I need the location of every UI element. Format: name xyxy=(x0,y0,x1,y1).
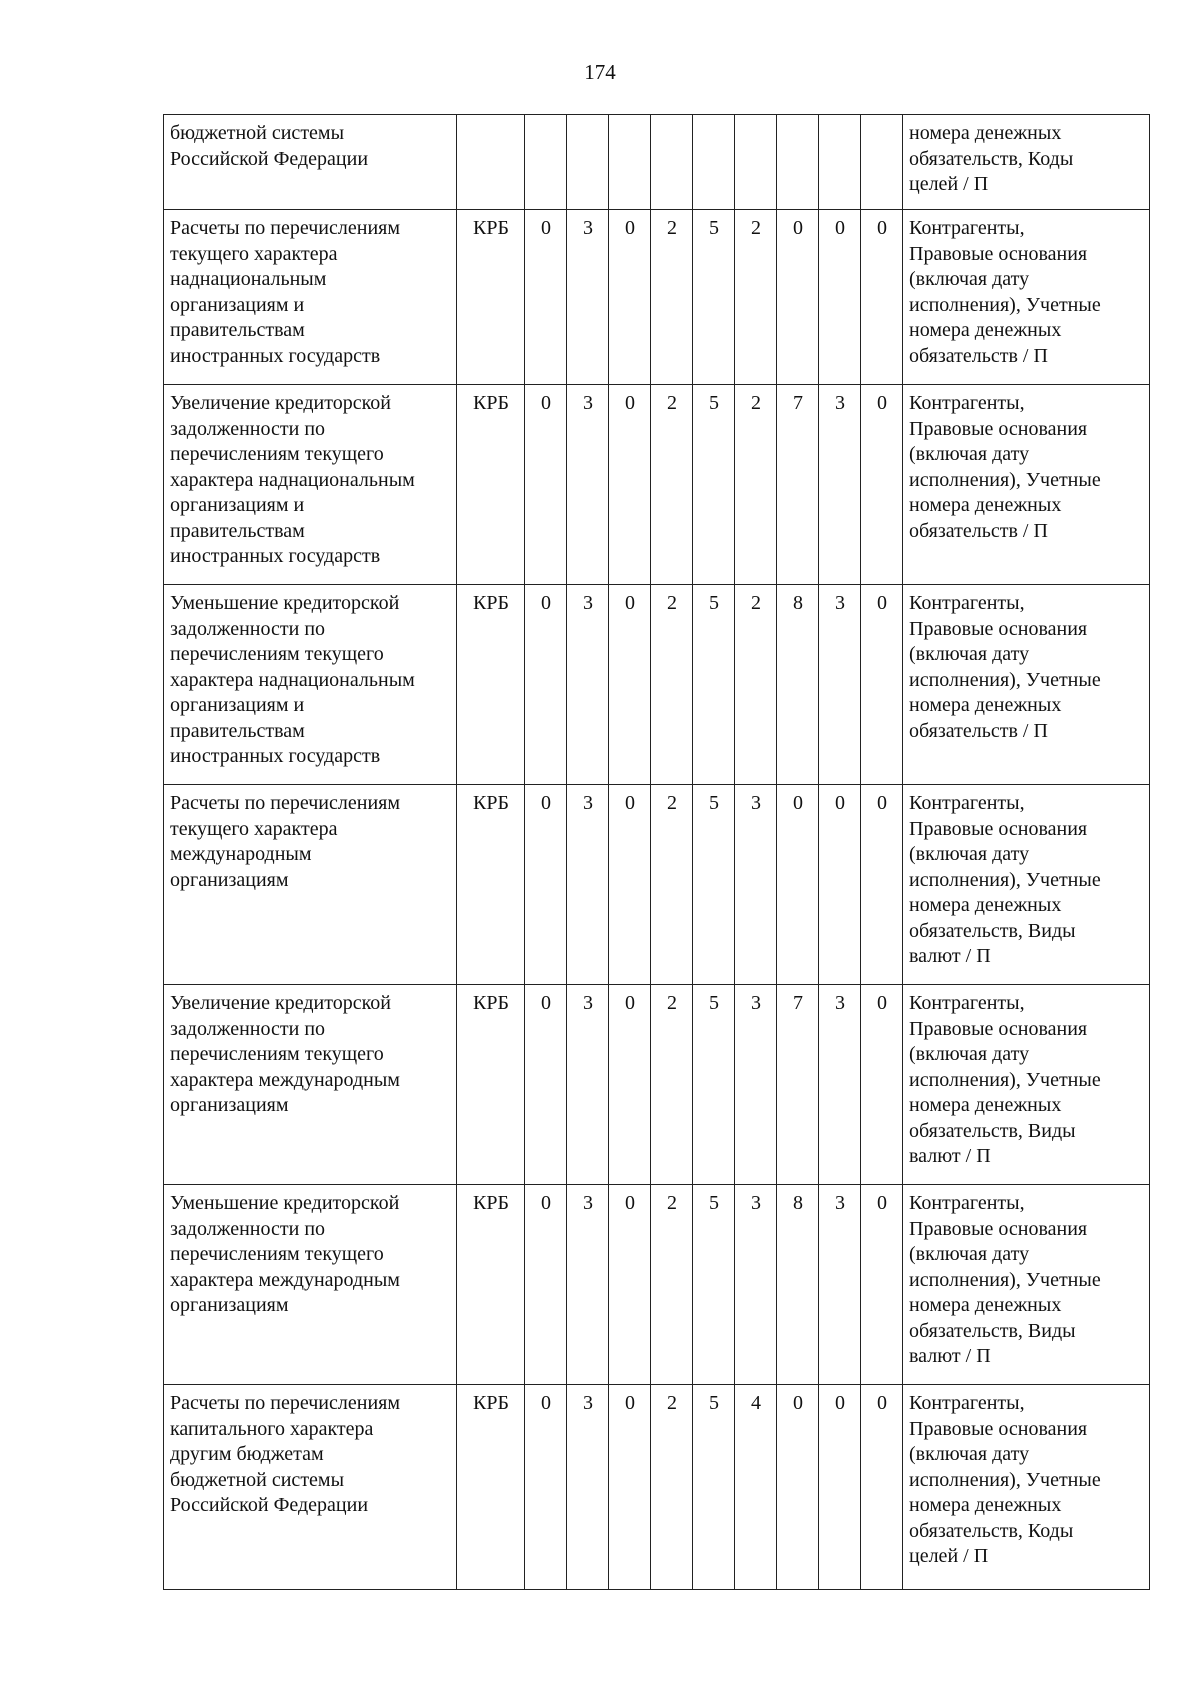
account-digit-cell: 0 xyxy=(525,785,567,985)
account-digit-cell xyxy=(819,115,861,210)
account-digit-cell: 0 xyxy=(525,1185,567,1385)
account-digit-cell: 0 xyxy=(525,385,567,585)
account-digit-cell: 0 xyxy=(525,585,567,785)
account-digit-cell: 3 xyxy=(735,1185,777,1385)
account-digit-cell xyxy=(525,115,567,210)
account-digit-cell: 0 xyxy=(525,210,567,385)
account-digit-cell xyxy=(861,115,903,210)
account-digit-cell: 2 xyxy=(651,385,693,585)
table-body xyxy=(164,115,1150,1590)
account-name-cell: Уменьшение кредиторской задолженности по перечислениям текущего характера международным организациям xyxy=(164,1185,457,1385)
account-digit-cell: 0 xyxy=(525,1385,567,1590)
account-digit-cell xyxy=(693,115,735,210)
account-digit-cell: 2 xyxy=(651,985,693,1185)
account-digit-cell: 0 xyxy=(525,985,567,1185)
account-digit-cell xyxy=(609,115,651,210)
account-digit-cell: 0 xyxy=(777,210,819,385)
analytics-cell: Контрагенты, Правовые основания (включая дату исполнения), Учетные номера денежных обязательств, Виды валют / П xyxy=(903,1185,1150,1385)
account-digit-cell: 3 xyxy=(567,1385,609,1590)
accounts-table xyxy=(163,114,1150,1590)
account-digit-cell: 3 xyxy=(819,985,861,1185)
account-digit-cell: 2 xyxy=(651,1185,693,1385)
account-digit-cell xyxy=(777,115,819,210)
analytics-cell: Контрагенты, Правовые основания (включая дату исполнения), Учетные номера денежных обязательств / П xyxy=(903,385,1150,585)
table-row xyxy=(164,985,1150,1185)
account-digit-cell: 0 xyxy=(861,210,903,385)
account-name-cell: Увеличение кредиторской задолженности по перечислениям текущего характера наднациональным организациям и правительствам иностранных государств xyxy=(164,385,457,585)
account-digit-cell: 2 xyxy=(735,210,777,385)
account-digit-cell: 4 xyxy=(735,1385,777,1590)
account-name-cell: Расчеты по перечислениям текущего характера международным организациям xyxy=(164,785,457,985)
account-digit-cell: 3 xyxy=(567,210,609,385)
table-row xyxy=(164,785,1150,985)
account-digit-cell xyxy=(567,115,609,210)
account-digit-cell: 5 xyxy=(693,985,735,1185)
analytics-cell: номера денежных обязательств, Коды целей / П xyxy=(903,115,1150,210)
account-digit-cell: 0 xyxy=(861,785,903,985)
account-digit-cell: 0 xyxy=(861,1385,903,1590)
account-digit-cell: 0 xyxy=(609,210,651,385)
account-name-cell: Расчеты по перечислениям текущего характера наднациональным организациям и правительствам иностранных государств xyxy=(164,210,457,385)
account-digit-cell: 2 xyxy=(651,785,693,985)
kfo-cell: КРБ xyxy=(457,385,525,585)
account-digit-cell: 3 xyxy=(735,985,777,1185)
account-digit-cell: 3 xyxy=(567,585,609,785)
kfo-cell xyxy=(457,115,525,210)
table-row xyxy=(164,585,1150,785)
account-digit-cell: 3 xyxy=(567,1185,609,1385)
account-digit-cell: 3 xyxy=(735,785,777,985)
account-digit-cell: 3 xyxy=(819,385,861,585)
account-digit-cell: 8 xyxy=(777,1185,819,1385)
kfo-cell: КРБ xyxy=(457,985,525,1185)
table-row xyxy=(164,210,1150,385)
table-row xyxy=(164,1185,1150,1385)
account-digit-cell: 0 xyxy=(777,1385,819,1590)
account-digit-cell: 3 xyxy=(567,985,609,1185)
account-digit-cell: 0 xyxy=(609,385,651,585)
account-digit-cell: 0 xyxy=(609,985,651,1185)
account-digit-cell: 0 xyxy=(819,785,861,985)
account-digit-cell: 5 xyxy=(693,210,735,385)
account-digit-cell: 0 xyxy=(861,1185,903,1385)
account-digit-cell: 0 xyxy=(861,985,903,1185)
account-digit-cell: 0 xyxy=(609,785,651,985)
account-digit-cell: 0 xyxy=(861,585,903,785)
analytics-cell: Контрагенты, Правовые основания (включая дату исполнения), Учетные номера денежных обязательств / П xyxy=(903,585,1150,785)
account-digit-cell: 0 xyxy=(819,210,861,385)
account-digit-cell: 2 xyxy=(651,585,693,785)
account-digit-cell: 2 xyxy=(651,1385,693,1590)
account-digit-cell xyxy=(651,115,693,210)
analytics-cell: Контрагенты, Правовые основания (включая дату исполнения), Учетные номера денежных обязательств, Виды валют / П xyxy=(903,785,1150,985)
analytics-cell: Контрагенты, Правовые основания (включая дату исполнения), Учетные номера денежных обязательств, Виды валют / П xyxy=(903,985,1150,1185)
account-digit-cell: 5 xyxy=(693,1185,735,1385)
page-number: 174 xyxy=(584,60,616,84)
account-digit-cell: 3 xyxy=(567,385,609,585)
account-digit-cell: 2 xyxy=(735,385,777,585)
table-row xyxy=(164,115,1150,210)
account-digit-cell: 7 xyxy=(777,985,819,1185)
table-row xyxy=(164,385,1150,585)
kfo-cell: КРБ xyxy=(457,210,525,385)
table-row xyxy=(164,1385,1150,1590)
analytics-cell: Контрагенты, Правовые основания (включая дату исполнения), Учетные номера денежных обязательств, Коды целей / П xyxy=(903,1385,1150,1590)
account-digit-cell: 0 xyxy=(777,785,819,985)
account-digit-cell: 5 xyxy=(693,585,735,785)
account-name-cell: Расчеты по перечислениям капитального характера другим бюджетам бюджетной системы Российской Федерации xyxy=(164,1385,457,1590)
account-digit-cell: 3 xyxy=(567,785,609,985)
kfo-cell: КРБ xyxy=(457,1385,525,1590)
account-digit-cell: 7 xyxy=(777,385,819,585)
account-digit-cell: 0 xyxy=(861,385,903,585)
account-digit-cell: 3 xyxy=(819,585,861,785)
account-digit-cell: 0 xyxy=(609,1185,651,1385)
account-digit-cell: 8 xyxy=(777,585,819,785)
account-digit-cell: 0 xyxy=(609,1385,651,1590)
account-name-cell: бюджетной системы Российской Федерации xyxy=(164,115,457,210)
account-digit-cell: 0 xyxy=(609,585,651,785)
kfo-cell: КРБ xyxy=(457,785,525,985)
kfo-cell: КРБ xyxy=(457,585,525,785)
account-name-cell: Уменьшение кредиторской задолженности по перечислениям текущего характера наднациональным организациям и правительствам иностранных государств xyxy=(164,585,457,785)
account-digit-cell: 2 xyxy=(651,210,693,385)
account-name-cell: Увеличение кредиторской задолженности по перечислениям текущего характера международным организациям xyxy=(164,985,457,1185)
account-digit-cell: 0 xyxy=(819,1385,861,1590)
account-digit-cell xyxy=(735,115,777,210)
account-digit-cell: 5 xyxy=(693,1385,735,1590)
kfo-cell: КРБ xyxy=(457,1185,525,1385)
account-digit-cell: 5 xyxy=(693,385,735,585)
account-digit-cell: 2 xyxy=(735,585,777,785)
account-digit-cell: 5 xyxy=(693,785,735,985)
account-digit-cell: 3 xyxy=(819,1185,861,1385)
analytics-cell: Контрагенты, Правовые основания (включая дату исполнения), Учетные номера денежных обязательств / П xyxy=(903,210,1150,385)
